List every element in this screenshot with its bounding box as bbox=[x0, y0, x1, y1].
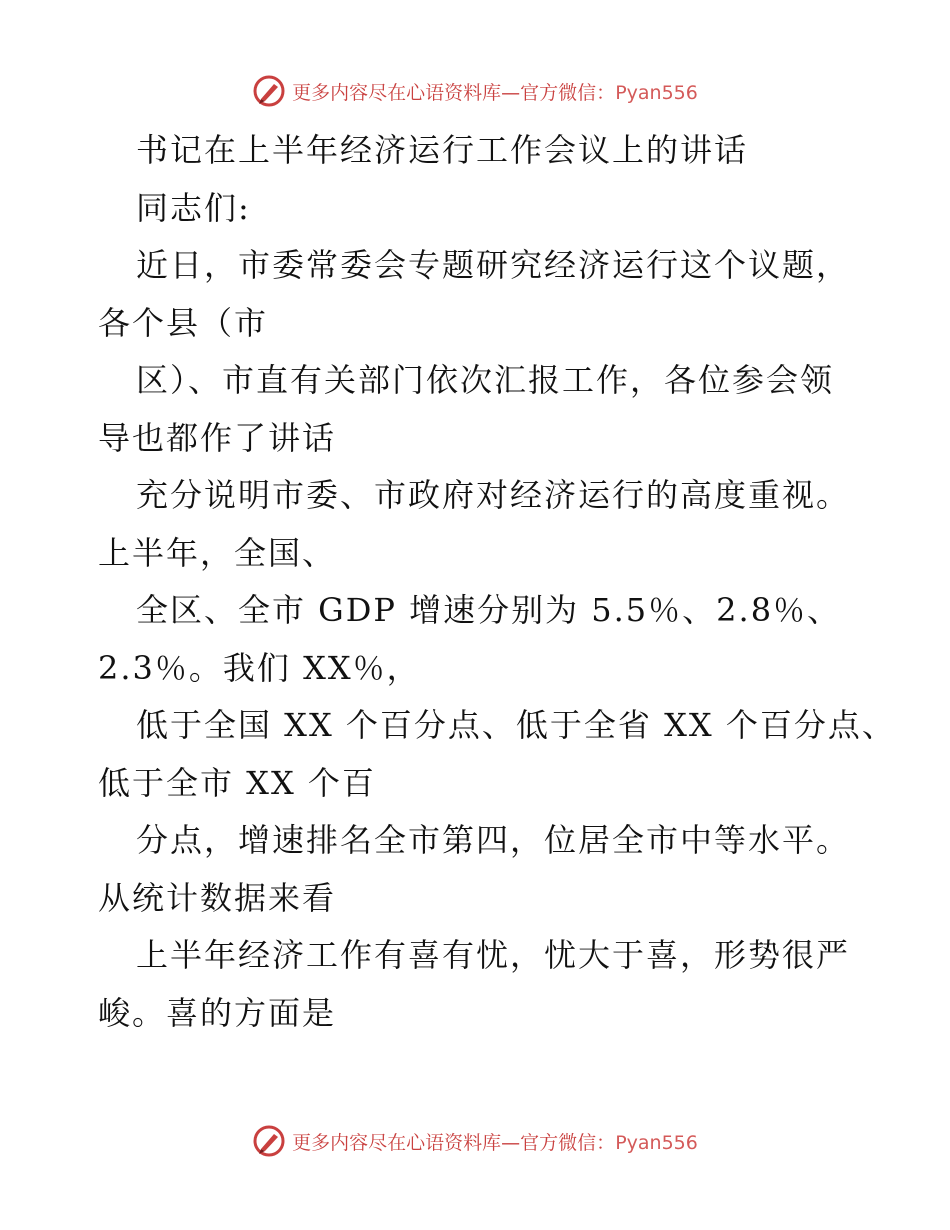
paragraph-line: 充分说明市委、市政府对经济运行的高度重视。 bbox=[136, 476, 851, 514]
watermark-separator: — bbox=[501, 81, 521, 104]
paragraph-line: 区）、市直有关部门依次汇报工作，各位参会领 bbox=[136, 361, 835, 399]
document-body bbox=[98, 122, 896, 1042]
paragraph-line: 导也都作了讲话 bbox=[98, 418, 337, 457]
paragraph-line: 峻。喜的方面是 bbox=[98, 993, 337, 1032]
paragraph-line: 上半年，全国、 bbox=[98, 533, 337, 572]
watermark-text bbox=[292, 78, 698, 105]
paragraph-line: 低于全市 XX 个百 bbox=[98, 763, 376, 802]
paragraph-line: 近日，市委常委会专题研究经济运行这个议题， bbox=[136, 246, 851, 284]
paragraph-line: 低于全国 XX 个百分点、低于全省 XX 个百分点、 bbox=[136, 706, 896, 744]
footer-watermark bbox=[0, 1124, 950, 1158]
watermark-wechat-label: 官方微信： bbox=[520, 1131, 616, 1154]
watermark-text bbox=[292, 1128, 698, 1155]
document-title: 书记在上半年经济运行工作会议上的讲话 bbox=[136, 131, 749, 169]
pen-logo-icon bbox=[252, 74, 286, 108]
watermark-wechat-id: Pyan556 bbox=[615, 81, 698, 104]
watermark-separator: — bbox=[501, 1131, 521, 1154]
paragraph-line: 上半年经济工作有喜有忧，忧大于喜，形势很严 bbox=[136, 936, 851, 974]
watermark-wechat-id: Pyan556 bbox=[615, 1131, 698, 1154]
paragraph-line: 全区、全市 GDP 增速分别为 5.5％、2.8％、 bbox=[136, 591, 842, 629]
watermark-site: 更多内容尽在心语资料库 bbox=[292, 1131, 502, 1154]
paragraph-line: 分点，增速排名全市第四，位居全市中等水平。 bbox=[136, 821, 851, 859]
header-watermark bbox=[0, 74, 950, 108]
paragraph-line: 2.3％。我们 XX％， bbox=[98, 648, 421, 687]
paragraph-line: 各个县（市 bbox=[98, 303, 269, 342]
salutation: 同志们: bbox=[136, 188, 251, 227]
pen-logo-icon bbox=[252, 1124, 286, 1158]
watermark-site: 更多内容尽在心语资料库 bbox=[292, 81, 502, 104]
watermark-wechat-label: 官方微信： bbox=[520, 81, 616, 104]
paragraph-line: 从统计数据来看 bbox=[98, 878, 337, 917]
